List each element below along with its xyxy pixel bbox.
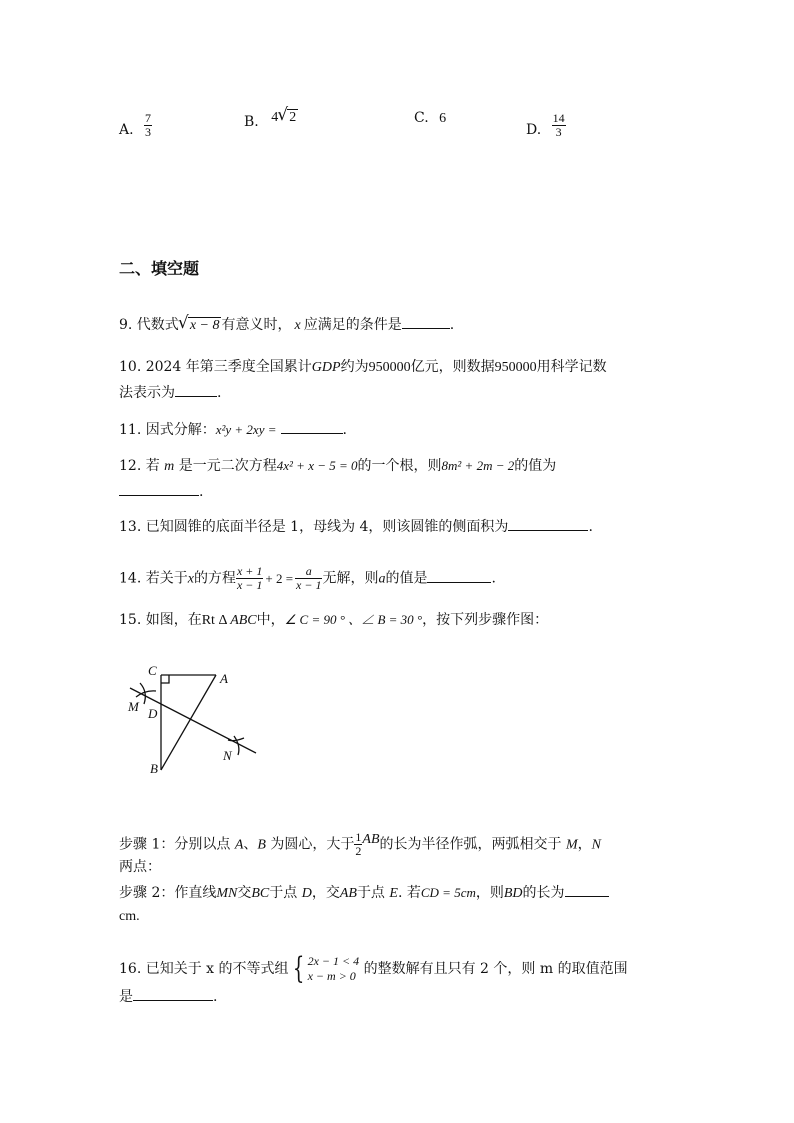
q14-fraction-2 <box>295 565 322 592</box>
q14-plus-two: + 2 = <box>265 570 294 586</box>
step2-condition: CD = 5cm <box>420 885 476 900</box>
step-2-line-2 <box>119 906 140 927</box>
option-d-numerator: 14 <box>552 111 565 125</box>
step2-text-h: 的长为 <box>522 885 565 901</box>
step1-text-a: 步骤 1：分别以点 <box>119 836 235 853</box>
q16-inequality-system <box>308 954 360 984</box>
q13-answer-blank <box>508 516 588 531</box>
step1-point-a: A <box>234 837 244 853</box>
step2-text-c: 于点 <box>269 885 302 901</box>
q14-a: a <box>378 571 386 587</box>
step1-ab: AB <box>362 831 380 847</box>
q16-line-2: 是 <box>119 989 133 1005</box>
question-16-line-1 <box>119 951 628 986</box>
step2-ab: AB <box>339 886 357 901</box>
step2-line-2: cm. <box>119 909 140 924</box>
q10-text-b: 约为 <box>340 359 369 375</box>
q15-angle-b: ∠ B = 30 ° <box>361 612 423 627</box>
q14-fraction-2-numerator: a <box>305 564 312 578</box>
question-11 <box>119 419 347 440</box>
q9-post: 应满足的条件是 <box>303 317 402 333</box>
step2-bc: BC <box>251 886 270 901</box>
q14-fraction-1 <box>236 565 263 592</box>
q9-radicand: x − 8 <box>189 318 220 333</box>
q15-abc: ABC <box>230 613 257 628</box>
step1-line-2: 两点： <box>119 859 161 875</box>
q15-rt: Rt Δ <box>201 613 231 628</box>
step2-text-d: ，交 <box>311 885 340 901</box>
option-a <box>119 112 152 140</box>
option-b-sqrt <box>278 108 298 128</box>
q9-mid: 有意义时， <box>221 317 292 333</box>
label-a: A <box>220 671 228 686</box>
q11-expression: x²y + 2xy = <box>215 422 277 437</box>
step1-text-d: 的长为半径作弧，两弧相交于 <box>379 836 566 853</box>
option-d-denominator: 3 <box>552 125 566 139</box>
q14-answer-blank <box>427 568 491 583</box>
label-n: N <box>223 748 232 763</box>
q10-text-d: 用科学记数 <box>536 359 607 375</box>
q12-m: m <box>164 459 175 474</box>
option-c-value: 6 <box>439 111 447 126</box>
question-15 <box>119 610 548 631</box>
q12-expression: 8m² + 2m − 2 <box>441 458 515 473</box>
q14-end: . <box>491 570 496 587</box>
step-1-line-1 <box>119 831 601 858</box>
q15-prefix: 15. 如图，在 <box>119 612 202 628</box>
q10-answer-blank <box>175 382 217 397</box>
step-2-line-1 <box>119 882 609 904</box>
option-a-label: A. <box>119 122 134 138</box>
option-d-label: D. <box>526 122 542 138</box>
q10-line-2: 法表示为 <box>119 385 175 401</box>
q10-number-2: 950000 <box>494 360 537 375</box>
step2-bd: BD <box>503 886 523 901</box>
question-10-line-2 <box>119 382 221 403</box>
section-title: 二、填空题 <box>119 259 200 278</box>
q9-end: . <box>449 317 455 333</box>
option-c <box>414 108 446 129</box>
q9-answer-blank <box>402 314 450 329</box>
question-12-line-2 <box>119 481 203 502</box>
step1-point-b: B <box>257 837 266 853</box>
q14-post-1: 无解，则 <box>322 570 379 587</box>
option-a-denominator: 3 <box>145 125 152 139</box>
q16-post: 的整数解有且只有 2 个，则 m 的取值范围 <box>359 961 628 977</box>
q10-text-c: 亿元，则数据 <box>410 359 495 375</box>
option-b-coefficient: 4 <box>271 110 279 125</box>
q10-text-a: 10. 2024 年第三季度全国累计 <box>119 359 312 375</box>
step1-half-denominator: 2 <box>355 844 362 858</box>
option-b-label: B. <box>244 114 259 130</box>
segment-ab <box>161 675 216 770</box>
triangle-figure <box>110 650 280 785</box>
option-d-fraction <box>552 112 566 139</box>
q16-brace: { <box>292 951 304 986</box>
q16-end: . <box>213 989 218 1005</box>
step1-text-e: ， <box>577 836 592 853</box>
question-13 <box>119 516 593 537</box>
q10-end: . <box>217 385 222 401</box>
step2-text-e: 于点 <box>356 885 390 901</box>
q10-number-1: 950000 <box>368 360 411 375</box>
q11-answer-blank <box>281 419 343 434</box>
step2-text-f: . 若 <box>397 885 421 901</box>
q9-prefix: 9. 代数式 <box>119 317 179 333</box>
step1-point-m: M <box>565 837 578 853</box>
step2-point-d: D <box>301 886 312 901</box>
q11-prefix: 11. 因式分解： <box>119 422 216 438</box>
step1-text-b: 、 <box>243 836 258 853</box>
option-b <box>244 112 298 133</box>
q14-fraction-2-denominator: x − 1 <box>296 578 322 592</box>
step2-mn: MN <box>216 886 238 901</box>
option-d <box>526 112 566 140</box>
q15-mid: 中， <box>256 612 285 628</box>
q16-inequality-1: 2x − 1 < 4 <box>307 954 360 968</box>
question-9 <box>119 314 454 336</box>
option-b-radicand: 2 <box>289 110 297 125</box>
q16-inequality-2: x − m > 0 <box>307 969 356 983</box>
label-d: D <box>148 706 158 721</box>
question-12-line-1 <box>119 456 556 477</box>
q15-angle-c: ∠ C = 90 ° 、 <box>284 612 362 627</box>
step1-half-numerator: 1 <box>355 830 362 844</box>
step1-text-c: 为圆心，大于 <box>265 836 355 853</box>
option-a-fraction <box>144 112 152 139</box>
q13-text: 13. 已知圆锥的底面半径是 1，母线为 4，则该圆锥的侧面积为 <box>119 519 509 535</box>
q10-gdp: GDP <box>311 360 341 375</box>
q14-post-2: 的值是 <box>385 570 428 587</box>
q12-end: . <box>199 484 204 500</box>
q12-mid-1: 是一元二次方程 <box>174 458 277 474</box>
q12-mid-2: 的一个根，则 <box>357 458 442 474</box>
arc-n-2 <box>234 736 239 755</box>
label-b: B <box>150 761 158 776</box>
q16-prefix: 16. 已知关于 x 的不等式组 <box>119 961 289 977</box>
q14-x: x <box>187 571 194 587</box>
q12-answer-blank <box>119 481 199 496</box>
option-a-numerator: 7 <box>145 111 152 125</box>
step2-text-b: 交 <box>237 885 252 901</box>
step2-point-e: E <box>389 886 398 901</box>
q16-answer-blank <box>133 986 213 1001</box>
step2-text-g: ，则 <box>475 885 504 901</box>
q9-variable: x <box>294 318 301 333</box>
question-10-line-1 <box>119 357 607 378</box>
step1-point-n: N <box>591 837 601 853</box>
q11-end: . <box>342 422 347 438</box>
q9-sqrt <box>179 316 222 336</box>
right-angle-mark <box>161 675 169 683</box>
question-16-line-2 <box>119 986 217 1007</box>
label-c: C <box>148 663 157 678</box>
option-c-label: C. <box>414 110 429 126</box>
q12-equation: 4x² + x − 5 = 0 <box>276 458 358 473</box>
q14-prefix: 14. 若关于 <box>119 570 188 587</box>
q14-fraction-1-denominator: x − 1 <box>236 578 263 592</box>
q12-prefix: 12. 若 <box>119 458 165 474</box>
q15-post: ，按下列步骤作图： <box>422 612 549 628</box>
q12-post: 的值为 <box>514 458 557 474</box>
label-m: M <box>128 699 139 714</box>
step2-text-a: 步骤 2：作直线 <box>119 885 217 901</box>
step-1-line-2 <box>119 857 161 877</box>
question-14 <box>119 565 496 592</box>
q14-fraction-1-numerator: x + 1 <box>236 564 263 578</box>
step2-answer-blank <box>565 882 609 897</box>
q13-end: . <box>588 519 593 535</box>
q14-mid: 的方程 <box>193 570 236 587</box>
